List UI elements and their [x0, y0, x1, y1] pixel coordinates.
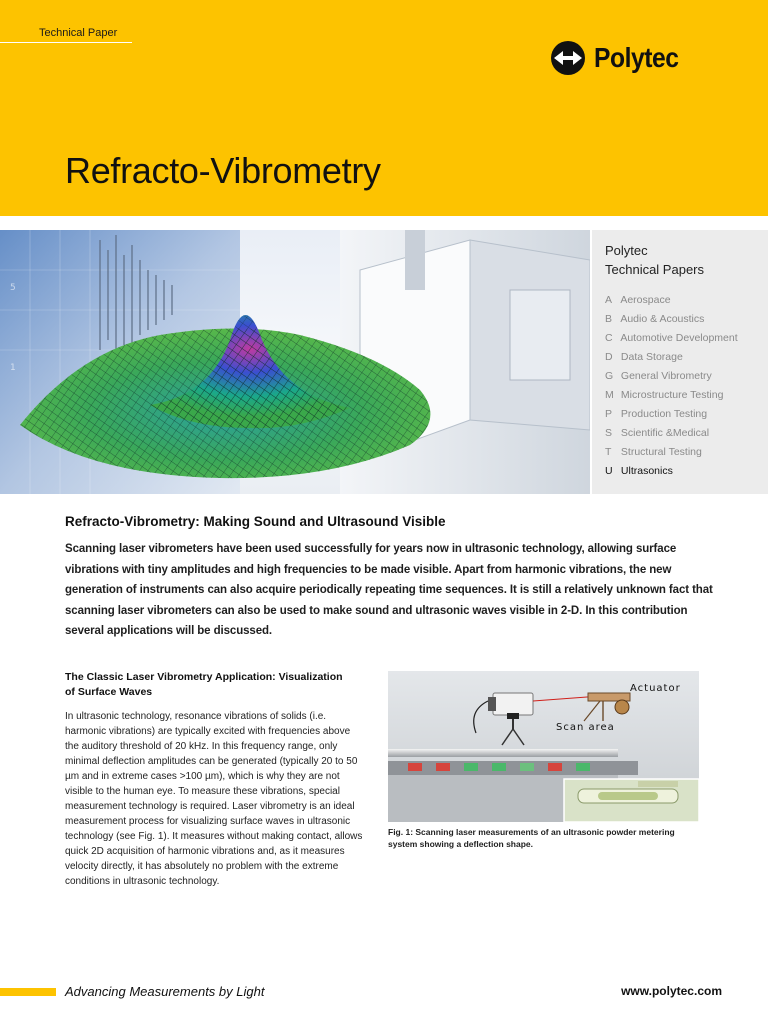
paper-item-label: Microstructure Testing — [620, 389, 724, 401]
paper-item-letter: S — [605, 427, 613, 439]
technical-papers-list — [605, 291, 738, 481]
paper-item-label: Scientific &Medical — [620, 427, 710, 439]
paper-item-automotive-development[interactable] — [605, 329, 738, 348]
paper-item-production-testing[interactable] — [605, 405, 738, 424]
paper-item-label: Aerospace — [620, 294, 671, 306]
paper-item-label: Ultrasonics — [620, 465, 673, 477]
polytec-logo — [550, 40, 690, 76]
actuator-label: Actuator — [630, 683, 681, 694]
paper-item-letter: B — [605, 313, 613, 325]
header-band — [0, 0, 768, 216]
surface-wave-illustration — [0, 230, 590, 494]
hero-image — [0, 230, 590, 494]
paper-item-label: Structural Testing — [620, 446, 702, 458]
paper-item-label: General Vibrometry — [620, 370, 712, 382]
footer-accent-bar — [0, 988, 56, 996]
paper-item-label: Audio & Acoustics — [620, 313, 705, 325]
svg-text:1: 1 — [10, 363, 16, 373]
scan-area-label: Scan area — [556, 722, 615, 733]
paper-item-general-vibrometry[interactable] — [605, 367, 738, 386]
paper-item-ultrasonics[interactable] — [605, 462, 738, 481]
paper-item-letter: A — [605, 294, 613, 306]
paper-item-scientific-medical[interactable] — [605, 424, 738, 443]
paper-item-letter: M — [605, 389, 614, 401]
paper-item-aerospace[interactable] — [605, 291, 738, 310]
figure-1 — [388, 671, 699, 822]
paper-item-letter: D — [605, 351, 613, 363]
intro-heading: Refracto-Vibrometry: Making Sound and Ultrasound Visible — [65, 514, 446, 529]
papers-title-line1: Polytec — [605, 243, 648, 258]
paper-item-label: Automotive Development — [620, 332, 738, 344]
paper-item-letter: P — [605, 408, 613, 420]
technical-papers-panel — [592, 230, 768, 494]
paper-item-label: Data Storage — [620, 351, 683, 363]
document-type-label: Technical Paper — [39, 27, 118, 39]
paper-item-microstructure-testing[interactable] — [605, 386, 738, 405]
intro-paragraph: Scanning laser vibrometers have been used successfully for years now in ultrasonic technology, allowing surface vibrations with tiny amplitudes and high frequencies to be made visible. Apart from harmonic vibrations, the new generation of instruments can also acquire periodically repeating time sequences. It is still a relatively unknown fact that scanning laser vibrometers can also be used to make sound and ultrasonic waves visible in 2-D. In this contribution several applications will be discussed. — [65, 543, 713, 637]
paper-item-letter: G — [605, 370, 614, 382]
logo-wordmark: Polytec — [594, 42, 679, 73]
paper-item-label: Production Testing — [620, 408, 708, 420]
figure-caption: Fig. 1: Scanning laser measurements of an ultrasonic powder metering system showing a deflection shape. — [388, 827, 675, 849]
paper-item-data-storage[interactable] — [605, 348, 738, 367]
footer-website-link[interactable]: www.polytec.com — [621, 984, 722, 998]
footer-tagline: Advancing Measurements by Light — [65, 984, 265, 999]
technical-papers-title — [605, 241, 704, 279]
paper-item-letter: T — [605, 446, 612, 458]
section-body: In ultrasonic technology, resonance vibrations of solids (i.e. harmonic vibrations) are typically excited with frequencies above the auditory threshold of 20 kHz. In this frequency range, only minimal deflection amplitudes can be generated (typically 20 to 50 µm and in extreme cases >100 µm), which is why they are not visible to the human eye. To measure these vibrations, special measurement technology is required. Laser vibrometry is an ideal measurement process for visualizing surface waves in ultrasonic technology (see Fig. 1). It measures without making contact, allows quick 2D acquisition of harmonic vibrations and, as it measures velocity directly, it has absolutely no problem with the extreme conditions in ultrasonic technology. — [65, 711, 363, 887]
paper-item-letter: U — [605, 465, 613, 477]
section-heading: The Classic Laser Vibrometry Application: Visualization of Surface Waves — [65, 671, 343, 698]
paper-item-letter: C — [605, 332, 613, 344]
svg-text:5: 5 — [10, 283, 16, 293]
paper-item-audio-acoustics[interactable] — [605, 310, 738, 329]
polytec-logo-icon — [550, 40, 586, 76]
page-title: Refracto-Vibrometry — [65, 150, 381, 191]
header-rule — [0, 42, 132, 43]
paper-item-structural-testing[interactable] — [605, 443, 738, 462]
papers-title-line2: Technical Papers — [605, 262, 704, 277]
